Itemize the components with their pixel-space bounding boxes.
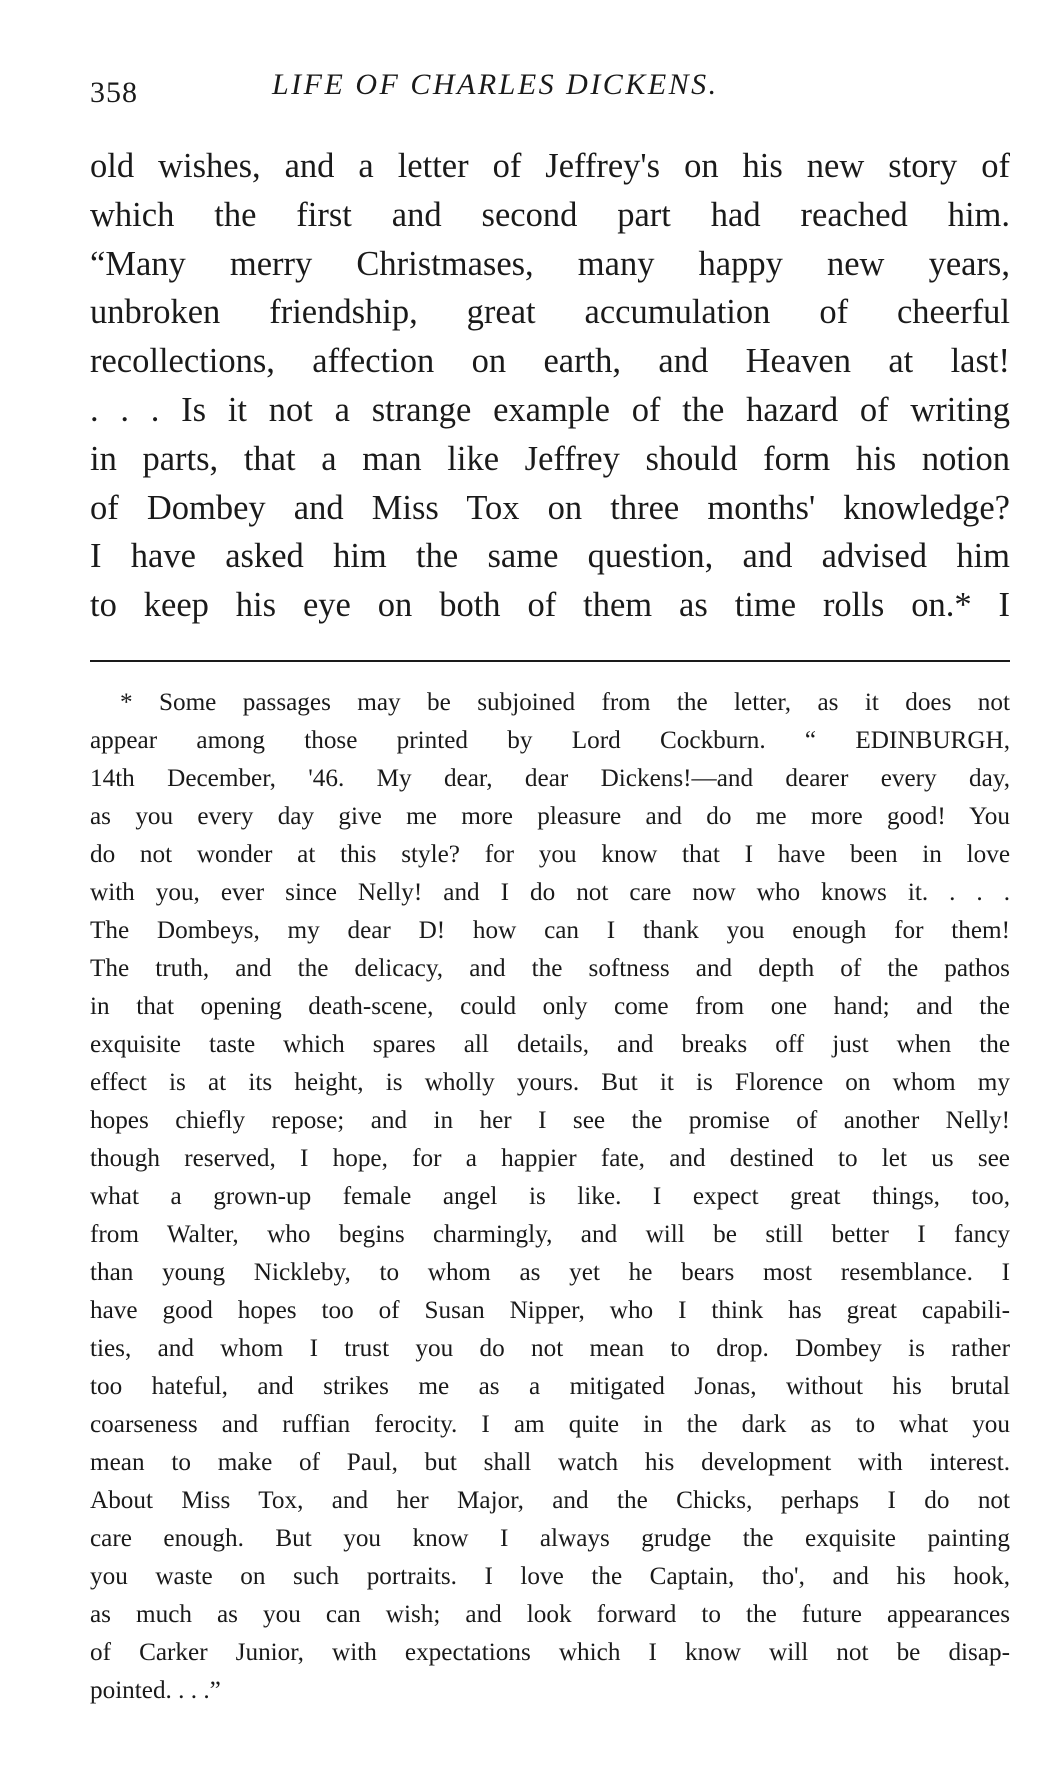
footnote-line: hopes chiefly repose; and in her I see the promise of another Nelly! xyxy=(90,1106,1010,1134)
footnote-line: pointed. . . .” xyxy=(90,1676,221,1704)
footnote-line: appear among those printed by Lord Cockburn. “ EDINBURGH, xyxy=(90,726,1010,754)
footnote-divider xyxy=(90,660,1010,662)
footnote-line: too hateful, and strikes me as a mitigated Jonas, without his brutal xyxy=(90,1372,1010,1400)
body-line: of Dombey and Miss Tox on three months' knowledge? xyxy=(90,488,1010,527)
footnote-line: The Dombeys, my dear D! how can I thank you enough for them! xyxy=(90,916,1010,944)
footnote-line: coarseness and ruffian ferocity. I am quite in the dark as to what you xyxy=(90,1410,1010,1438)
footnote-block xyxy=(90,684,1010,1710)
footnote-line: * Some passages may be subjoined from the letter, as it does not xyxy=(120,688,1010,716)
body-line: old wishes, and a letter of Jeffrey's on his new story of xyxy=(90,147,1010,185)
footnote-line: exquisite taste which spares all details, and breaks off just when the xyxy=(90,1030,1010,1058)
footnote-line: of Carker Junior, with expectations which I know will not be disap- xyxy=(90,1638,1010,1666)
footnote-line: from Walter, who begins charmingly, and will be still better I fancy xyxy=(90,1220,1010,1248)
running-title: LIFE OF CHARLES DICKENS. xyxy=(272,68,719,101)
footnote-line: care enough. But you know I always grudge the exquisite painting xyxy=(90,1524,1010,1552)
footnote-line: in that opening death-scene, could only come from one hand; and the xyxy=(90,992,1010,1020)
running-header xyxy=(90,58,1010,118)
body-line: “Many merry Christmases, many happy new years, xyxy=(90,244,1010,283)
footnote-line: with you, ever since Nelly! and I do not care now who knows it. . . . xyxy=(90,878,1010,906)
page-number: 358 xyxy=(90,76,138,109)
footnote-line: what a grown-up female angel is like. I expect great things, too, xyxy=(90,1182,1010,1210)
body-line: which the first and second part had reached him. xyxy=(90,195,1010,234)
footnote-line: 14th December, '46. My dear, dear Dickens!—and dearer every day, xyxy=(90,764,1010,792)
footnote-line: than young Nickleby, to whom as yet he bears most resemblance. I xyxy=(90,1258,1010,1286)
body-line: recollections, affection on earth, and Heaven at last! xyxy=(90,342,1010,381)
main-text-block xyxy=(90,142,1010,630)
footnote-line: effect is at its height, is wholly yours. But it is Florence on whom my xyxy=(90,1068,1010,1096)
footnote-line: The truth, and the delicacy, and the softness and depth of the pathos xyxy=(90,954,1010,982)
body-line: I have asked him the same question, and advised him xyxy=(90,537,1010,576)
body-line: to keep his eye on both of them as time rolls on.* I xyxy=(90,586,1010,625)
footnote-line: as you every day give me more pleasure and do me more good! You xyxy=(90,802,1010,830)
footnote-line: ties, and whom I trust you do not mean to drop. Dombey is rather xyxy=(90,1334,1010,1362)
footnote-line: have good hopes too of Susan Nipper, who I think has great capabili- xyxy=(90,1296,1010,1324)
body-line: in parts, that a man like Jeffrey should form his notion xyxy=(90,439,1010,478)
body-line: unbroken friendship, great accumulation of cheerful xyxy=(90,293,1010,332)
footnote-line: do not wonder at this style? for you know that I have been in love xyxy=(90,840,1010,868)
footnote-line: as much as you can wish; and look forward to the future appearances xyxy=(90,1600,1010,1628)
footnote-line: though reserved, I hope, for a happier fate, and destined to let us see xyxy=(90,1144,1010,1172)
body-line: . . . Is it not a strange example of the hazard of writing xyxy=(90,390,1010,429)
footnote-line: mean to make of Paul, but shall watch his development with interest. xyxy=(90,1448,1010,1476)
book-page xyxy=(90,58,1010,1710)
footnote-line: you waste on such portraits. I love the Captain, tho', and his hook, xyxy=(90,1562,1010,1590)
footnote-line: About Miss Tox, and her Major, and the Chicks, perhaps I do not xyxy=(90,1486,1010,1514)
